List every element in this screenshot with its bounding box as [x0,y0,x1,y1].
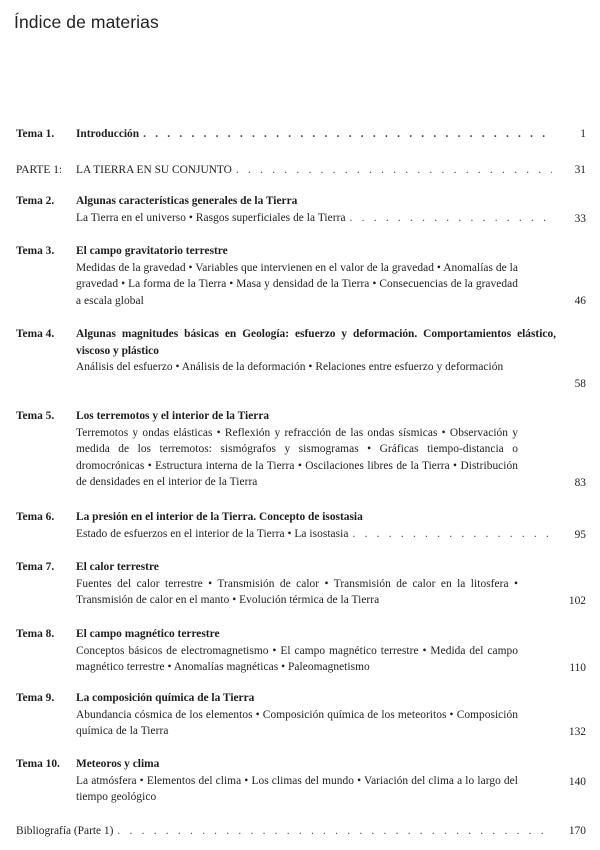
part-number: PARTE 1: [16,164,63,176]
entry-number: Tema 4. [16,328,55,340]
entry-number: Tema 3. [16,245,55,257]
entry-title: El campo gravitatorio terrestre [76,245,228,257]
page-number: 140 [568,776,586,788]
entry-title: El campo magnético terrestre [76,628,220,640]
dot-leader [117,823,552,840]
entry-title: La presión en el interior de la Tierra. Concepto de isostasia [76,511,363,523]
dot-leader [352,526,552,543]
entry-description: La atmósfera • Elementos del clima • Los climas del mundo • Variación del clima a lo largo del tiempo geológico [76,774,518,803]
page-number: 132 [568,726,586,738]
page-number: 110 [569,662,586,674]
entry-description: Estado de esfuerzos en el interior de la Tierra • La isostasia [76,527,349,540]
entry-description: Análisis del esfuerzo • Análisis de la deformación • Relaciones entre esfuerzo y deformación [76,361,504,373]
dot-leader [143,126,552,143]
entry-title: Bibliografía (Parte 1) [16,825,114,837]
page-number: 46 [574,295,586,307]
entry-number: Tema 2. [16,195,55,207]
page-number: 31 [574,164,586,176]
entry-number: Tema 7. [16,561,55,573]
entry-number: Tema 5. [16,410,55,422]
page-title: Índice de materias [14,12,159,32]
part-title: LA TIERRA EN SU CONJUNTO [76,164,232,176]
entry-number: Tema 6. [16,511,55,523]
entry-number: Tema 10. [16,758,60,770]
entry-title: El calor terrestre [76,561,159,573]
page-number: 95 [574,529,586,541]
page-number: 1 [580,128,586,140]
entry-number: Tema 8. [16,628,55,640]
entry-title: La composición química de la Tierra [76,692,255,704]
entry-description: Fuentes del calor terrestre • Transmisión de calor • Transmisión de calor en la litosfera • Transmisión de calor en el manto • Evolución térmica de la Tierra [76,577,518,606]
entry-title: Meteoros y clima [76,758,160,770]
entry-number: Tema 1. [16,128,55,140]
entry-number: Tema 9. [16,692,55,704]
entry-title: Algunas magnitudes básicas en Geología: esfuerzo y deformación. Comportamientos elástico, viscoso y plástico [76,328,556,357]
page-number: 170 [568,825,586,837]
page-number: 83 [574,477,586,489]
page-number: 102 [568,595,586,607]
toc-entry-bibliografia[interactable] [16,823,556,840]
page-number: 33 [574,213,586,225]
dot-leader [350,210,552,227]
entry-description: La Tierra en el universo • Rasgos superficiales de la Tierra [76,211,346,224]
entry-description: Terremotos y ondas elásticas • Reflexión y refracción de las ondas sísmicas • Observación y medida de los terremotos: sismógrafos y sismogramas • Gráficas tiempo-distancia o dromocrónicas • Estructura interna de la Tierra • Oscilaciones libres de la Tierra • Distribución de densidades en el interior de la Tierra [76,426,518,488]
entry-description: Medidas de la gravedad • Variables que intervienen en el valor de la gravedad • Anomalías de la gravedad • La forma de la Tierra • Masa y densidad de la Tierra • Consecuencias de la gravedad a escala global [76,261,518,307]
entry-title: Los terremotos y el interior de la Tierra [76,410,270,422]
page-number: 58 [574,378,586,390]
entry-title: Algunas características generales de la Tierra [76,195,298,207]
entry-description: Conceptos básicos de electromagnetismo • El campo magnético terrestre • Medida del campo magnético terrestre • Anomalías magnéticas • Paleomagnetismo [76,644,518,673]
dot-leader [236,162,552,179]
entry-title: Introducción [76,128,140,140]
entry-description: Abundancia cósmica de los elementos • Composición química de los meteoritos • Composición química de la Tierra [76,708,518,737]
